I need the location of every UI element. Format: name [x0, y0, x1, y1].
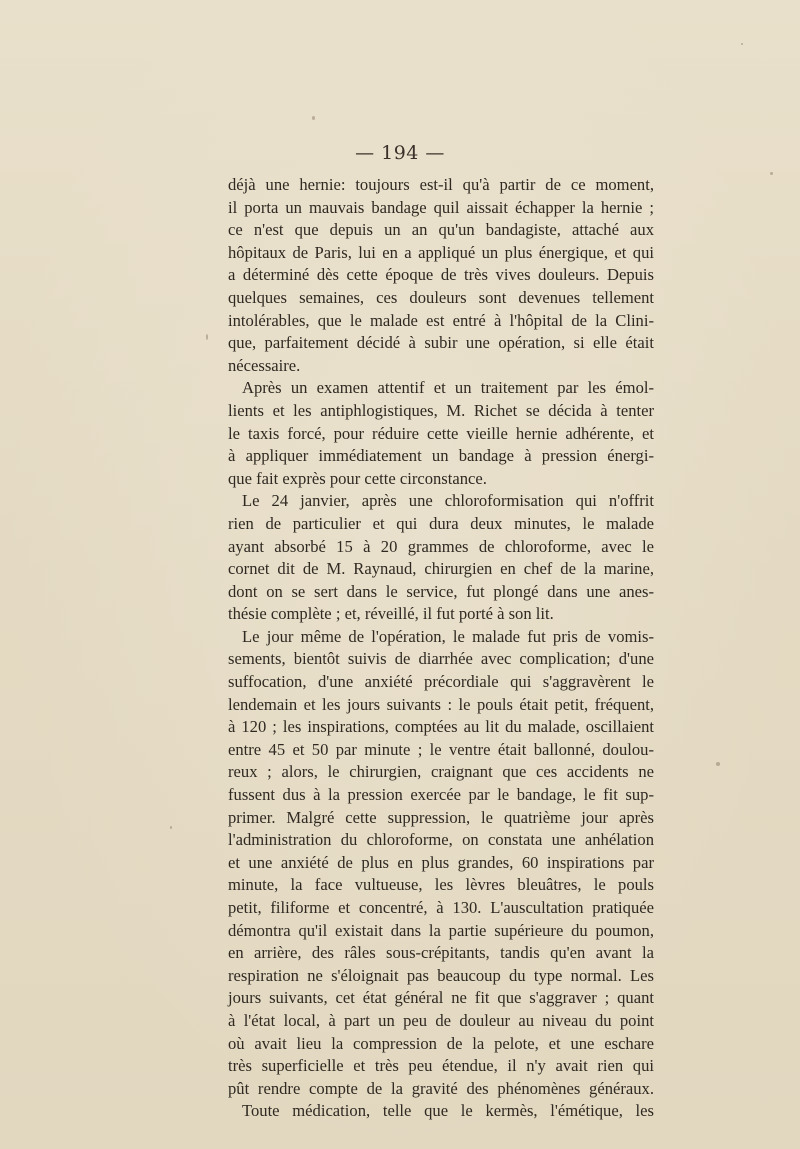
- text-line: que, parfaitement décidé à subir une opération, si elle était: [228, 333, 654, 353]
- text-line: minute, la face vultueuse, les lèvres bleuâtres, le pouls: [228, 875, 654, 895]
- text-line: suffocation, d'une anxiété précordiale qui s'aggravèrent le: [228, 672, 654, 692]
- text-line: lendemain et les jours suivants : le pouls était petit, fréquent,: [228, 694, 654, 714]
- text-line: l'administration du chloroforme, on constata une anhélation: [228, 830, 654, 850]
- text-line: pût rendre compte de la gravité des phénomènes généraux.: [228, 1078, 654, 1098]
- text-line: fussent dus à la pression exercée par le bandage, le fit sup-: [228, 785, 654, 805]
- text-line: entre 45 et 50 par minute ; le ventre était ballonné, doulou-: [228, 739, 654, 759]
- text-line: intolérables, que le malade est entré à l'hôpital de la Clini-: [228, 310, 654, 330]
- text-line: dont on se sert dans le service, fut plongé dans une anes-: [228, 581, 654, 601]
- text-line: à appliquer immédiatement un bandage à pression énergi-: [228, 446, 654, 466]
- text-line: déjà une hernie: toujours est-il qu'à partir de ce moment,: [228, 175, 654, 194]
- text-line: il porta un mauvais bandage quil aissait échapper la hernie ;: [228, 197, 654, 217]
- text-line: en arrière, des râles sous-crépitants, tandis qu'en avant la: [228, 943, 654, 963]
- text-line: quelques semaines, ces douleurs sont devenues tellement: [228, 287, 654, 307]
- text-line: respiration ne s'éloignait pas beaucoup du type normal. Les: [228, 965, 654, 985]
- text-line: Toute médication, telle que le kermès, l'émétique, les: [242, 1101, 654, 1121]
- text-line: très superficielle et très peu étendue, il n'y avait rien qui: [228, 1056, 654, 1076]
- text-line: à l'état local, à part un peu de douleur au niveau du point: [228, 1010, 654, 1030]
- paper-speck: [312, 116, 315, 120]
- text-line: primer. Malgré cette suppression, le quatrième jour après: [228, 807, 654, 827]
- paper-speck: [741, 43, 743, 45]
- paper-speck: [206, 334, 208, 340]
- paper-speck: [716, 762, 720, 766]
- text-line: Le jour même de l'opération, le malade fut pris de vomis-: [242, 626, 654, 646]
- text-line: rien de particulier et qui dura deux minutes, le malade: [228, 513, 654, 533]
- text-line: à 120 ; les inspirations, comptées au lit du malade, oscillaient: [228, 717, 654, 737]
- text-line: et une anxiété de plus en plus grandes, 60 inspirations par: [228, 852, 654, 872]
- text-line: le taxis forcé, pour réduire cette vieille hernie adhérente, et: [228, 423, 654, 443]
- text-line: nécessaire.: [228, 355, 301, 375]
- text-line: cornet dit de M. Raynaud, chirurgien en chef de la marine,: [228, 559, 654, 579]
- text-line: a déterminé dès cette époque de très vives douleurs. Depuis: [228, 265, 654, 285]
- text-line: que fait exprès pour cette circonstance.: [228, 468, 487, 488]
- text-line: Le 24 janvier, après une chloroformisation qui n'offrit: [242, 491, 654, 511]
- text-line: Après un examen attentif et un traitement par les émol-: [242, 378, 654, 398]
- text-line: ayant absorbé 15 à 20 grammes de chloroforme, avec le: [228, 536, 654, 556]
- text-line: hôpitaux de Paris, lui en a appliqué un plus énergique, et qui: [228, 242, 654, 262]
- paper-speck: [770, 172, 773, 175]
- text-line: petit, filiforme et concentré, à 130. L'auscultation pratiquée: [228, 898, 654, 917]
- text-line: jours suivants, cet état général ne fit que s'aggraver ; quant: [228, 988, 654, 1008]
- text-line: reux ; alors, le chirurgien, craignant que ces accidents ne: [228, 762, 654, 782]
- text-line: lients et les antiphlogistiques, M. Richet se décida à tenter: [228, 400, 654, 420]
- text-line: sements, bientôt suivis de diarrhée avec complication; d'une: [228, 649, 654, 669]
- body-text: [228, 174, 654, 1123]
- text-line: ce n'est que depuis un an qu'un bandagiste, attaché aux: [228, 220, 654, 240]
- paper-speck: [170, 826, 172, 829]
- text-line: thésie complète ; et, réveillé, il fut porté à son lit.: [228, 604, 554, 624]
- page-number: — 194 —: [355, 142, 445, 164]
- text-line: où avait lieu la compression de la pelote, et une eschare: [228, 1033, 654, 1053]
- text-line: démontra qu'il existait dans la partie supérieure du poumon,: [228, 920, 654, 940]
